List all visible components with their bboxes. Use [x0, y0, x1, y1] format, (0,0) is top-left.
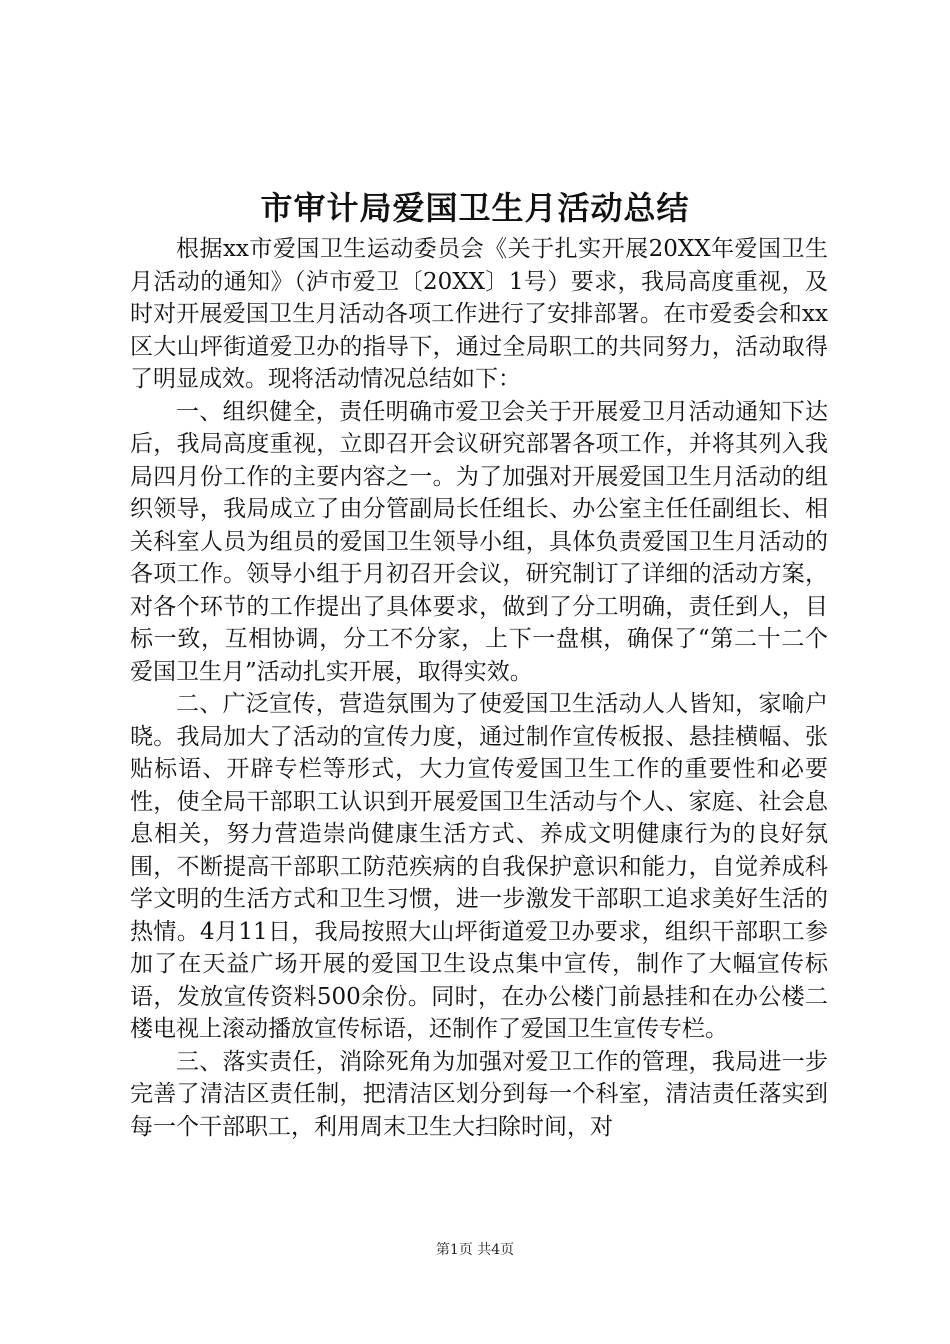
paragraph-section-two: 二、广泛宣传，营造氛围为了使爱国卫生活动人人皆知，家喻户晓。我局加大了活动的宣传力度，通过制作宣传板报、悬挂横幅、张贴标语、开辟专栏等形式，大力宣传爱国卫生工作的重要性和必要性，使全局干部职工认识到开展爱国卫生活动与个人、家庭、社会息息相关，努力营造崇尚健康生活方式、养成文明健康行为的良好氛围，不断提高干部职工防范疾病的自我保护意识和能力，自觉养成科学文明的生活方式和卫生习惯，进一步激发干部职工追求美好生活的热情。4月11日，我局按照大山坪街道爱卫办要求，组织干部职工参加了在天益广场开展的爱国卫生设点集中宣传，制作了大幅宣传标语，发放宣传资料500余份。同时，在办公楼门前悬挂和在办公楼二楼电视上滚动播放宣传标语，还制作了爱国卫生宣传专栏。	[130, 691, 828, 1042]
paragraph-intro: 根据xx市爱国卫生运动委员会《关于扎实开展20XX年爱国卫生月活动的通知》（泸市爱卫〔20XX〕1号）要求，我局高度重视，及时对开展爱国卫生月活动各项工作进行了安排部署。在市爱委会和xx区大山坪街道爱卫办的指导下，通过全局职工的共同努力，活动取得了明显成效。现将活动情况总结如下：	[130, 236, 828, 392]
document-title: 市审计局爱国卫生月活动总结	[260, 189, 690, 227]
page-number-footer: 第1页 共4页	[435, 1242, 515, 1258]
paragraph-section-three: 三、落实责任，消除死角为加强对爱卫工作的管理，我局进一步完善了清洁区责任制，把清洁区划分到每一个科室，清洁责任落实到每一个干部职工，利用周末卫生大扫除时间，对	[130, 1048, 828, 1140]
document-body	[130, 233, 828, 1143]
paragraph-section-one: 一、组织健全，责任明确市爱卫会关于开展爱卫月活动通知下达后，我局高度重视，立即召开会议研究部署各项工作，并将其列入我局四月份工作的主要内容之一。为了加强对开展爱国卫生月活动的组织领导，我局成立了由分管副局长任组长、办公室主任任副组长、相关科室人员为组员的爱国卫生领导小组，具体负责爱国卫生月活动的各项工作。领导小组于月初召开会议，研究制订了详细的活动方案，对各个环节的工作提出了具体要求，做到了分工明确，责任到人，目标一致，互相协调，分工不分家，上下一盘棋，确保了“第二十二个爱国卫生月”活动扎实开展，取得实效。	[130, 398, 828, 685]
